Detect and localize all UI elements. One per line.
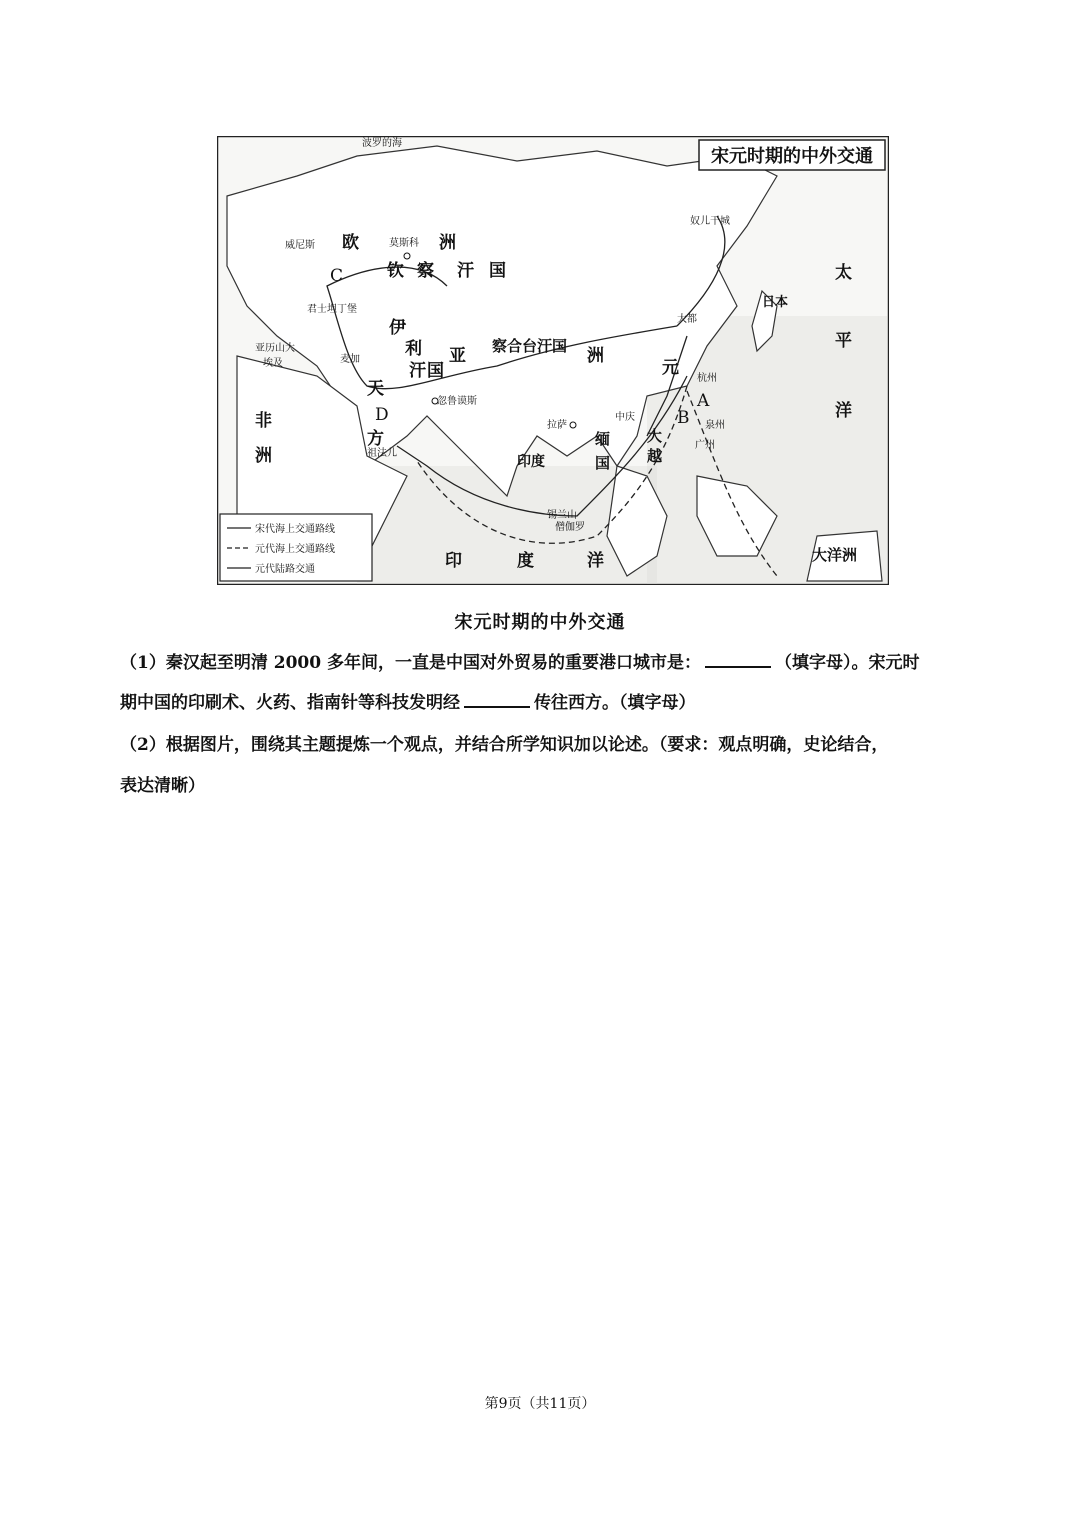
city-nuergan: 奴儿干城 (690, 216, 730, 227)
city-alexandria: 亚历山大 (255, 343, 295, 354)
label-asia-2: 洲 (587, 346, 604, 366)
label-asia-1: 亚 (449, 346, 466, 366)
label-qincha-3: 汗 (457, 261, 474, 281)
question-1-text-c: 期中国的印刷术、火药、指南针等科技发明经 (120, 693, 460, 713)
city-bolsi: 波罗的海 (362, 138, 402, 149)
label-japan: 日本 (762, 295, 789, 310)
label-ilkhan-1: 伊 (389, 318, 406, 338)
song-yuan-trade-routes-map (217, 136, 889, 585)
label-pacific-1: 太 (835, 263, 852, 283)
label-africa-1: 非 (255, 411, 272, 431)
figure-caption: 宋元时期的中外交通 (454, 612, 626, 633)
city-egypt: 埃及 (263, 358, 283, 369)
label-pacific-2: 平 (835, 331, 852, 351)
label-burma-2: 国 (595, 454, 611, 472)
answer-blank-2[interactable] (464, 690, 530, 708)
label-burma-1: 缅 (595, 430, 611, 448)
label-arabia-1: 天 (367, 379, 384, 399)
label-oceania: 大洋洲 (812, 546, 858, 564)
page-footer: 第9页（共11页） (484, 1396, 596, 1412)
city-ceylon-2: 僧伽罗 (555, 522, 585, 533)
label-india: 印度 (517, 454, 545, 470)
letter-b: B (677, 408, 690, 428)
label-pacific-3: 洋 (835, 401, 852, 421)
city-zufar: 祖法儿 (367, 448, 397, 459)
label-dayue-2: 越 (647, 447, 663, 465)
city-kunming: 中庆 (615, 412, 635, 423)
question-2-line-2: 表达清晰） (120, 776, 205, 796)
question-1-text-b: （填字母）。宋元时 (774, 653, 920, 673)
city-dadu: 大都 (677, 314, 697, 325)
city-venice: 威尼斯 (285, 240, 315, 251)
label-dayue-1: 大 (647, 427, 663, 445)
question-1-text-a: （1）秦汉起至明清 2000 多年间，一直是中国对外贸易的重要港口城市是： (120, 653, 701, 673)
city-constantinople: 君士坦丁堡 (307, 304, 357, 315)
label-chagatai: 察合台汗国 (492, 337, 568, 355)
label-ilkhan-3: 汗 (409, 361, 426, 381)
city-guangzhou: 广州 (695, 440, 715, 451)
label-europe-2: 洲 (439, 233, 456, 253)
label-indian-ocean-3: 洋 (587, 551, 604, 571)
city-hangzhou: 杭州 (697, 373, 717, 384)
city-ormuz: 忽鲁谟斯 (437, 396, 477, 407)
legend-yuan-sea: 元代海上交通路线 (255, 544, 335, 555)
label-yuan: 元 (662, 358, 679, 378)
city-lhasa: 拉萨 (547, 420, 567, 431)
label-europe-1: 欧 (342, 233, 359, 253)
legend-song-sea: 宋代海上交通路线 (255, 524, 335, 535)
city-quanzhou: 泉州 (705, 420, 725, 431)
legend-yuan-land: 元代陆路交通 (255, 564, 315, 575)
label-qincha-4: 国 (489, 261, 506, 281)
question-1-text-d: 传往西方。（填字母） (534, 693, 696, 713)
question-2-line-1: （2）根据图片，围绕其主题提炼一个观点，并结合所学知识加以论述。（要求：观点明确，史论结合， (120, 735, 889, 755)
letter-d: D (375, 405, 389, 425)
city-mecca: 麦加 (340, 354, 360, 365)
question-1-line-1 (120, 650, 970, 675)
label-ilkhan-4: 国 (427, 361, 444, 381)
letter-a: A (697, 391, 710, 411)
label-africa-2: 洲 (255, 446, 272, 466)
city-ceylon: 锡兰山 (547, 510, 577, 521)
map-legend (220, 514, 372, 581)
label-indian-ocean-2: 度 (517, 551, 534, 571)
city-moscow: 莫斯科 (389, 238, 419, 249)
label-qincha-1: 钦 (387, 261, 404, 281)
map-title: 宋元时期的中外交通 (711, 146, 873, 167)
label-indian-ocean-1: 印 (445, 551, 462, 571)
letter-c: C (330, 266, 344, 286)
answer-blank-1[interactable] (705, 650, 771, 668)
label-qincha-2: 察 (417, 261, 434, 281)
label-arabia-2: 方 (367, 429, 384, 449)
question-1-line-2 (120, 690, 970, 715)
label-ilkhan-2: 利 (405, 339, 422, 359)
